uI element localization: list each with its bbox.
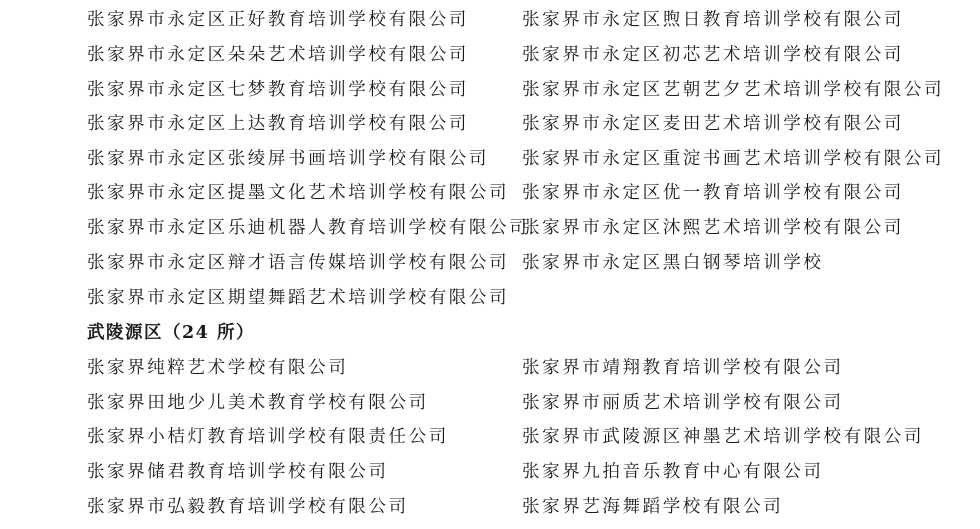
- list-row: [0, 490, 980, 524]
- list-row: [0, 455, 980, 489]
- school-entry: 张家界市永定区优一教育培训学校有限公司: [522, 183, 904, 203]
- school-entry: 张家界市永定区煦日教育培训学校有限公司: [522, 10, 904, 30]
- school-entry: 张家界九拍音乐教育中心有限公司: [522, 462, 824, 482]
- school-entry: 张家界市永定区重淀书画艺术培训学校有限公司: [522, 149, 945, 169]
- list-row: [0, 38, 980, 72]
- list-row: [0, 142, 980, 176]
- school-entry: 张家界市永定区期望舞蹈艺术培训学校有限公司: [87, 288, 510, 308]
- school-entry: 张家界市永定区艺朝艺夕艺术培训学校有限公司: [522, 80, 945, 100]
- school-entry: 张家界市永定区正好教育培训学校有限公司: [87, 10, 469, 30]
- school-entry: 张家界市丽质艺术培训学校有限公司: [522, 393, 844, 413]
- list-row: [0, 73, 980, 107]
- school-entry: 张家界市永定区朵朵艺术培训学校有限公司: [87, 45, 469, 65]
- school-entry: 张家界市武陵源区神墨艺术培训学校有限公司: [522, 427, 924, 447]
- school-entry: 张家界市永定区提墨文化艺术培训学校有限公司: [87, 183, 510, 203]
- list-row: [0, 420, 980, 454]
- list-row: [0, 386, 980, 420]
- school-entry: 张家界市永定区辩才语言传媒培训学校有限公司: [87, 253, 510, 273]
- list-row: [0, 246, 980, 280]
- school-entry: 张家界市永定区张绫屏书画培训学校有限公司: [87, 149, 489, 169]
- school-entry: 张家界市弘毅教育培训学校有限公司: [87, 497, 409, 517]
- school-entry: 张家界市永定区七梦教育培训学校有限公司: [87, 80, 469, 100]
- school-entry: 张家界市永定区沐熙艺术培训学校有限公司: [522, 218, 904, 238]
- school-entry: 张家界市永定区黑白钢琴培训学校: [522, 253, 824, 273]
- list-row: [0, 281, 980, 315]
- list-row: [0, 351, 980, 385]
- list-row: [0, 211, 980, 245]
- list-row: [0, 176, 980, 210]
- section-heading: 武陵源区（24 所）: [87, 323, 255, 343]
- school-entry: 张家界小桔灯教育培训学校有限责任公司: [87, 427, 449, 447]
- school-entry: 张家界市靖翔教育培训学校有限公司: [522, 358, 844, 378]
- school-entry: 张家界市永定区麦田艺术培训学校有限公司: [522, 114, 904, 134]
- school-entry: 张家界储君教育培训学校有限公司: [87, 462, 389, 482]
- list-row: [0, 107, 980, 141]
- school-entry: 张家界艺海舞蹈学校有限公司: [522, 497, 784, 517]
- school-entry: 张家界纯粹艺术学校有限公司: [87, 358, 349, 378]
- list-row: [0, 3, 980, 37]
- school-entry: 张家界市永定区乐迪机器人教育培训学校有限公司: [87, 218, 530, 238]
- school-entry: 张家界市永定区初芯艺术培训学校有限公司: [522, 45, 904, 65]
- school-entry: 张家界市永定区上达教育培训学校有限公司: [87, 114, 469, 134]
- school-entry: 张家界田地少儿美术教育学校有限公司: [87, 393, 429, 413]
